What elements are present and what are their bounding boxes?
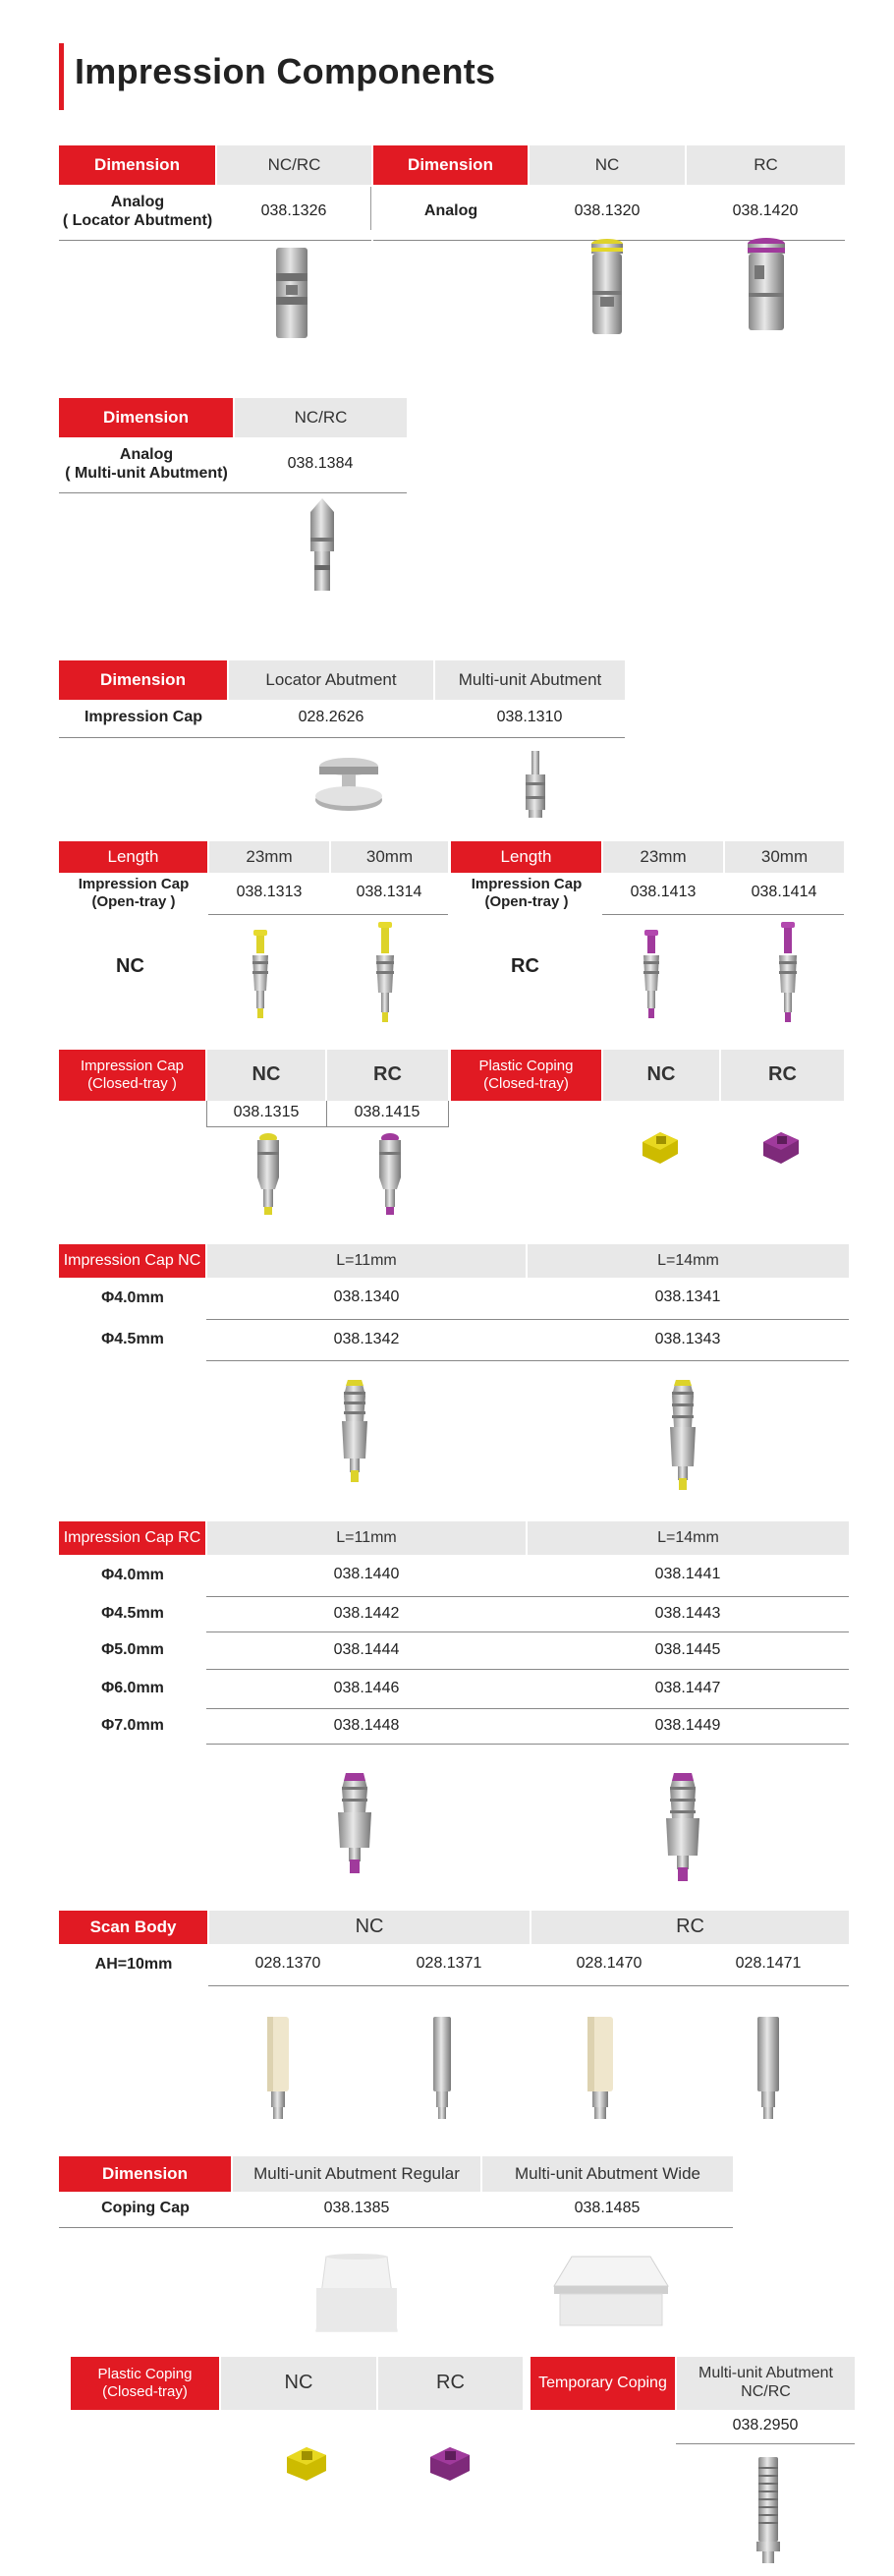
header-length: Length [451, 841, 602, 873]
closed-tray-rc-image [373, 1130, 407, 1219]
page-title: Impression Components [75, 51, 496, 91]
multi-unit-impression-cap-image [519, 749, 552, 820]
title-accent-bar [59, 43, 64, 110]
header-23mm: 23mm [602, 841, 724, 873]
code-038-1440: 038.1440 [206, 1555, 527, 1596]
plastic-coping-rc-image-2 [428, 2443, 472, 2483]
code-038-1310: 038.1310 [434, 700, 625, 737]
code-038-1420: 038.1420 [686, 185, 845, 240]
row-label-analog: Analog [373, 185, 529, 240]
code-038-1445: 038.1445 [527, 1631, 849, 1669]
header-l-14mm: L=14mm [527, 1521, 849, 1555]
table-impression-cap-rc [59, 1521, 849, 1745]
empty-cell [59, 1101, 206, 1126]
locator-impression-cap-image [312, 755, 385, 814]
label-nc: NC [116, 955, 144, 977]
code-038-1441: 038.1441 [527, 1555, 849, 1596]
header-multi-unit-abutment: Multi-unit Abutment [434, 660, 625, 700]
table-impression-cap [59, 660, 625, 738]
header-dimension: Dimension [373, 145, 529, 185]
code-028-2626: 028.2626 [228, 700, 434, 737]
table-analog [373, 145, 845, 241]
code-028-1371: 028.1371 [367, 1944, 531, 1985]
code-038-1326: 038.1326 [216, 185, 371, 240]
table-scan-body [59, 1911, 849, 1986]
header-scan-body: Scan Body [59, 1911, 208, 1944]
label-rc: RC [511, 955, 539, 977]
header-rc: RC [720, 1050, 844, 1101]
code-038-1448: 038.1448 [206, 1708, 527, 1744]
header-locator-abutment: Locator Abutment [228, 660, 434, 700]
code-038-1385: 038.1385 [232, 2192, 481, 2227]
scan-body-nc-metal-image [429, 2015, 455, 2123]
analog-multi-unit-image [305, 496, 340, 595]
code-038-1414: 038.1414 [724, 873, 844, 914]
header-nc-rc: NC/RC [216, 145, 371, 185]
code-028-1370: 028.1370 [208, 1944, 367, 1985]
header-temporary-coping: Temporary Coping [531, 2357, 676, 2410]
header-l-14mm: L=14mm [527, 1244, 849, 1278]
header-30mm: 30mm [724, 841, 844, 873]
coping-cap-regular-image [312, 2253, 401, 2335]
empty-cell [531, 2410, 676, 2443]
code-038-1314: 038.1314 [330, 873, 448, 914]
code-028-1471: 028.1471 [688, 1944, 849, 1985]
table-impression-cap-nc [59, 1244, 849, 1361]
plastic-coping-nc-image-2 [285, 2443, 328, 2483]
header-impression-cap-rc: Impression Cap RC [59, 1521, 206, 1555]
analog-rc-image [744, 236, 789, 334]
header-dimension: Dimension [59, 145, 216, 185]
row-label-impression-cap: Impression Cap [59, 700, 228, 737]
closed-tray-nc-image [251, 1130, 285, 1219]
header-plastic-coping-closed-tray: Plastic Coping (Closed-tray) [71, 2357, 220, 2410]
code-038-1443: 038.1443 [527, 1596, 849, 1631]
header-rc: RC [326, 1050, 448, 1101]
scan-body-rc-metal-image [754, 2015, 783, 2123]
table-analog-multi-unit [59, 398, 407, 493]
scan-body-nc-peek-image [263, 2015, 293, 2123]
row-label-diameter: Φ5.0mm [101, 1640, 164, 1658]
code-038-1340: 038.1340 [206, 1278, 527, 1319]
row-label-diameter: Φ4.5mm [101, 1330, 164, 1347]
open-tray-nc-23-image [248, 928, 273, 1022]
header-rc: RC [686, 145, 845, 185]
divider [370, 187, 371, 230]
header-nc: NC [206, 1050, 326, 1101]
row-label-coping-cap: Coping Cap [59, 2192, 232, 2227]
header-length: Length [59, 841, 208, 873]
code-028-1470: 028.1470 [531, 1944, 688, 1985]
scan-body-rc-peek-image [584, 2015, 617, 2123]
coping-cap-wide-image [550, 2251, 672, 2329]
code-038-1384: 038.1384 [234, 437, 407, 492]
code-038-1320: 038.1320 [529, 185, 686, 240]
temporary-coping-image [754, 2455, 782, 2565]
table-analog-locator [59, 145, 371, 241]
table-coping-cap [59, 2156, 733, 2228]
table-closed-tray [59, 1050, 449, 1127]
header-multi-unit-abutment-nc-rc: Multi-unit Abutment NC/RC [676, 2357, 855, 2410]
impression-cap-nc-11-image [336, 1376, 373, 1486]
header-impression-cap-closed-tray: Impression Cap (Closed-tray ) [59, 1050, 206, 1101]
code-038-1444: 038.1444 [206, 1631, 527, 1669]
row-label-analog-multi-unit: Analog ( Multi-unit Abutment) [59, 437, 234, 492]
header-nc-rc: NC/RC [234, 398, 407, 437]
row-label-diameter: Φ4.0mm [101, 1288, 164, 1306]
header-nc: NC [529, 145, 686, 185]
header-l-11mm: L=11mm [206, 1521, 527, 1555]
code-038-1485: 038.1485 [481, 2192, 733, 2227]
table-open-tray-nc [59, 841, 448, 915]
header-rc: RC [531, 1911, 849, 1944]
header-23mm: 23mm [208, 841, 330, 873]
plastic-coping-rc-image [761, 1128, 801, 1166]
code-038-1315: 038.1315 [206, 1101, 326, 1126]
code-038-1449: 038.1449 [527, 1708, 849, 1744]
code-038-1341: 038.1341 [527, 1278, 849, 1319]
code-038-1313: 038.1313 [208, 873, 330, 914]
code-038-1415: 038.1415 [326, 1101, 448, 1126]
code-038-2950: 038.2950 [676, 2410, 855, 2443]
row-label-diameter: Φ6.0mm [101, 1679, 164, 1696]
table-plastic-coping-nc-rc [71, 2357, 523, 2410]
code-038-1446: 038.1446 [206, 1669, 527, 1708]
header-multi-unit-regular: Multi-unit Abutment Regular [232, 2156, 481, 2192]
impression-cap-rc-11-image [332, 1769, 377, 1877]
header-nc: NC [208, 1911, 531, 1944]
table-temporary-coping [531, 2357, 855, 2444]
header-dimension: Dimension [59, 398, 234, 437]
table-plastic-coping-closed-tray [451, 1050, 844, 1101]
open-tray-rc-30-image [774, 920, 802, 1026]
header-plastic-coping-closed-tray: Plastic Coping (Closed-tray) [451, 1050, 602, 1101]
code-038-1447: 038.1447 [527, 1669, 849, 1708]
open-tray-rc-23-image [639, 928, 664, 1022]
row-label-diameter: Φ4.0mm [101, 1566, 164, 1583]
code-038-1343: 038.1343 [527, 1319, 849, 1360]
header-30mm: 30mm [330, 841, 448, 873]
header-dimension: Dimension [59, 2156, 232, 2192]
row-label-open-tray: Impression Cap (Open-tray ) [471, 876, 583, 910]
header-nc: NC [602, 1050, 720, 1101]
row-label-analog-locator: Analog ( Locator Abutment) [59, 185, 216, 240]
table-open-tray-rc [451, 841, 844, 915]
row-label-open-tray: Impression Cap (Open-tray ) [78, 876, 190, 910]
header-dimension: Dimension [59, 660, 228, 700]
plastic-coping-nc-image [641, 1128, 680, 1166]
row-label-ah-10mm: AH=10mm [94, 1955, 173, 1973]
code-038-1413: 038.1413 [602, 873, 724, 914]
row-label-diameter: Φ4.5mm [101, 1604, 164, 1622]
code-038-1342: 038.1342 [206, 1319, 527, 1360]
open-tray-nc-30-image [371, 920, 399, 1026]
row-label-diameter: Φ7.0mm [101, 1716, 164, 1734]
header-multi-unit-wide: Multi-unit Abutment Wide [481, 2156, 733, 2192]
impression-cap-rc-14-image [660, 1769, 705, 1885]
header-nc: NC [220, 2357, 377, 2410]
analog-locator-image [270, 246, 313, 340]
header-rc: RC [377, 2357, 523, 2410]
header-l-11mm: L=11mm [206, 1244, 527, 1278]
code-038-1442: 038.1442 [206, 1596, 527, 1631]
analog-nc-image [587, 236, 627, 338]
header-impression-cap-nc: Impression Cap NC [59, 1244, 206, 1278]
impression-cap-nc-14-image [664, 1376, 701, 1494]
